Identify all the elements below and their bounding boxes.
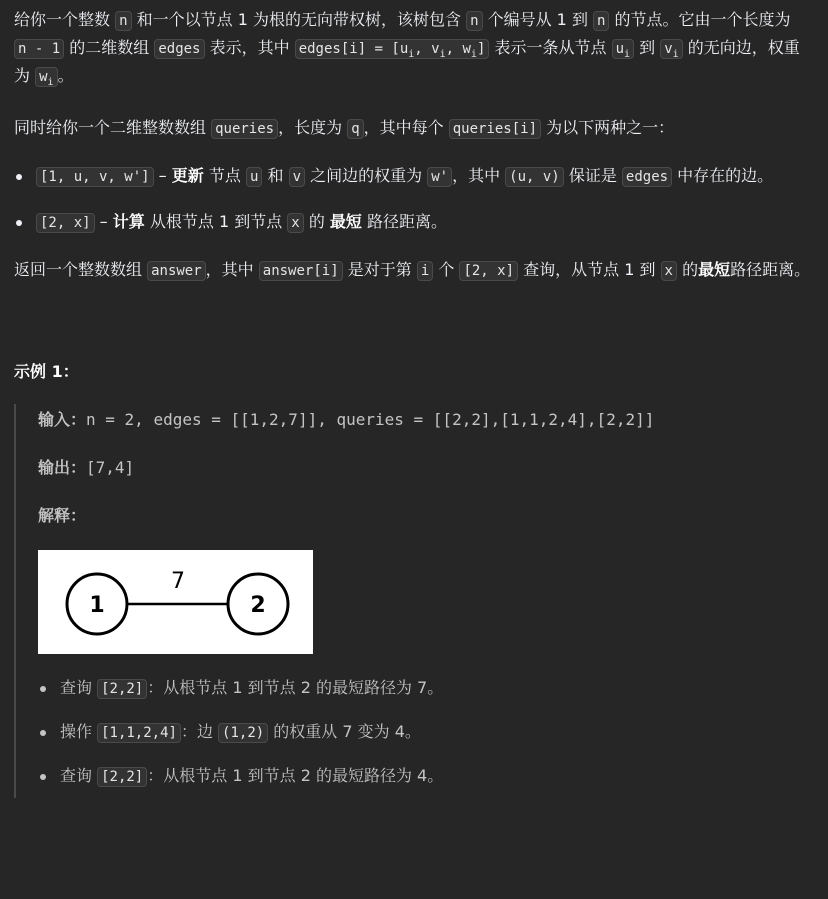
- subscript: i: [672, 48, 679, 60]
- text: 的二维数组: [64, 38, 155, 57]
- text: 同时给你一个二维整数数组: [14, 118, 212, 137]
- queries-paragraph: [14, 114, 814, 142]
- text: 的: [676, 260, 699, 279]
- code-part: u: [615, 41, 625, 57]
- inline-code: [2, x]: [459, 261, 518, 281]
- text: 保证是: [563, 166, 622, 185]
- list-item: [38, 674, 814, 702]
- text: 个编号从 1 到: [482, 10, 594, 29]
- text: 表示，其中: [204, 38, 295, 57]
- output-label: 输出：: [38, 458, 87, 477]
- list-item-compute: [14, 208, 814, 236]
- text: 个: [433, 260, 460, 279]
- return-paragraph: [14, 256, 814, 284]
- subscript: i: [47, 76, 54, 88]
- inline-code: x: [287, 213, 303, 233]
- text: 之间边的权重为: [305, 166, 428, 185]
- text: 的权重从 7 变为 4。: [268, 722, 421, 741]
- text: 表示一条从节点: [489, 38, 612, 57]
- explanation-steps: [38, 674, 814, 798]
- inline-code: x: [661, 261, 677, 281]
- example-output: [38, 454, 814, 482]
- inline-code: n: [115, 11, 131, 31]
- inline-code: [2,2]: [97, 679, 147, 699]
- inline-code: [1,1,2,4]: [97, 723, 181, 743]
- text: 和: [262, 166, 289, 185]
- example-block: [14, 404, 814, 798]
- inline-code: i: [417, 261, 433, 281]
- inline-code-edges-def: [295, 39, 490, 59]
- inline-code: w': [427, 167, 452, 187]
- text: ，其中: [452, 166, 506, 185]
- inline-code: n - 1: [14, 39, 64, 59]
- inline-code: [660, 39, 682, 59]
- text: 。: [57, 66, 74, 85]
- text: 为以下两种之一：: [541, 118, 675, 137]
- text: 和一个以节点 1 为根的无向带权树，该树包含: [131, 10, 467, 29]
- inline-code: answer[i]: [259, 261, 343, 281]
- input-label: 输入：: [38, 410, 87, 429]
- text: 查询: [60, 678, 98, 697]
- node-label-2: 2: [250, 593, 266, 618]
- query-types-list: [14, 162, 814, 236]
- tree-diagram: [38, 550, 313, 654]
- inline-code: [1, u, v, w']: [36, 167, 154, 187]
- text: ，其中每个: [363, 118, 449, 137]
- inline-code: n: [466, 11, 482, 31]
- output-value: [7,4]: [86, 458, 135, 477]
- text: 路径距离。: [730, 260, 811, 279]
- bold-text: 最短: [329, 212, 362, 231]
- inline-code: u: [246, 167, 262, 187]
- text: ，其中: [205, 260, 259, 279]
- bold-text: 计算: [112, 212, 145, 231]
- input-value: n = 2, edges = [[1,2,7]], queries = [[2,2],[1,1,2,4],[2,2]]: [86, 410, 655, 429]
- inline-code: v: [289, 167, 305, 187]
- inline-code: answer: [147, 261, 206, 281]
- subscript: i: [470, 48, 477, 60]
- text: ：边: [180, 722, 219, 741]
- inline-code: n: [593, 11, 609, 31]
- inline-code: [35, 67, 57, 87]
- text: 中存在的边。: [672, 166, 774, 185]
- inline-code: [612, 39, 634, 59]
- explain-label: 解释：: [38, 506, 87, 525]
- code-part: ]: [476, 41, 486, 57]
- edge-weight-label: 7: [171, 569, 185, 594]
- text: 的节点。它由一个长度为: [609, 10, 791, 29]
- bold-text: 最短: [698, 260, 731, 279]
- text: 操作: [60, 722, 98, 741]
- text: 给你一个整数: [14, 10, 116, 29]
- text: ，长度为: [278, 118, 348, 137]
- text: 是对于第: [342, 260, 417, 279]
- bold-text: 更新: [171, 166, 204, 185]
- example-input: [38, 404, 814, 434]
- text: –: [153, 166, 172, 185]
- text: ：从根节点 1 到节点 2 的最短路径为 4。: [147, 766, 444, 785]
- inline-code: [2, x]: [36, 213, 95, 233]
- subscript: i: [439, 48, 446, 60]
- code-part: edges[i] = [u: [298, 41, 409, 57]
- inline-code: [2,2]: [97, 767, 147, 787]
- code-part: v: [664, 41, 673, 57]
- text: 从根节点 1 到节点: [144, 212, 288, 231]
- list-item: [38, 718, 814, 746]
- code-part: , w: [445, 41, 471, 57]
- inline-code: (u, v): [505, 167, 564, 187]
- subscript: i: [408, 48, 415, 60]
- text: 的无向边，权重为: [14, 38, 800, 85]
- inline-code: edges: [622, 167, 672, 187]
- node-label-1: 1: [89, 593, 105, 618]
- subscript: i: [624, 48, 631, 60]
- inline-code: queries[i]: [449, 119, 541, 139]
- example-title: 示例 1：: [14, 362, 79, 381]
- code-part: w: [39, 69, 48, 85]
- inline-code: edges: [154, 39, 204, 59]
- text: –: [94, 212, 113, 231]
- list-item-update: [14, 162, 814, 190]
- text: 的: [303, 212, 330, 231]
- text: 查询，从节点 1 到: [518, 260, 661, 279]
- text: ：从根节点 1 到节点 2 的最短路径为 7。: [147, 678, 444, 697]
- text: 返回一个整数数组: [14, 260, 148, 279]
- text: 路径距离。: [361, 212, 448, 231]
- inline-code: q: [347, 119, 363, 139]
- code-part: , v: [414, 41, 440, 57]
- intro-paragraph: [14, 6, 814, 90]
- text: 查询: [60, 766, 98, 785]
- text: 到: [634, 38, 661, 57]
- list-item: [38, 762, 814, 798]
- text: 节点: [203, 166, 246, 185]
- inline-code: queries: [211, 119, 278, 139]
- inline-code: (1,2): [218, 723, 268, 743]
